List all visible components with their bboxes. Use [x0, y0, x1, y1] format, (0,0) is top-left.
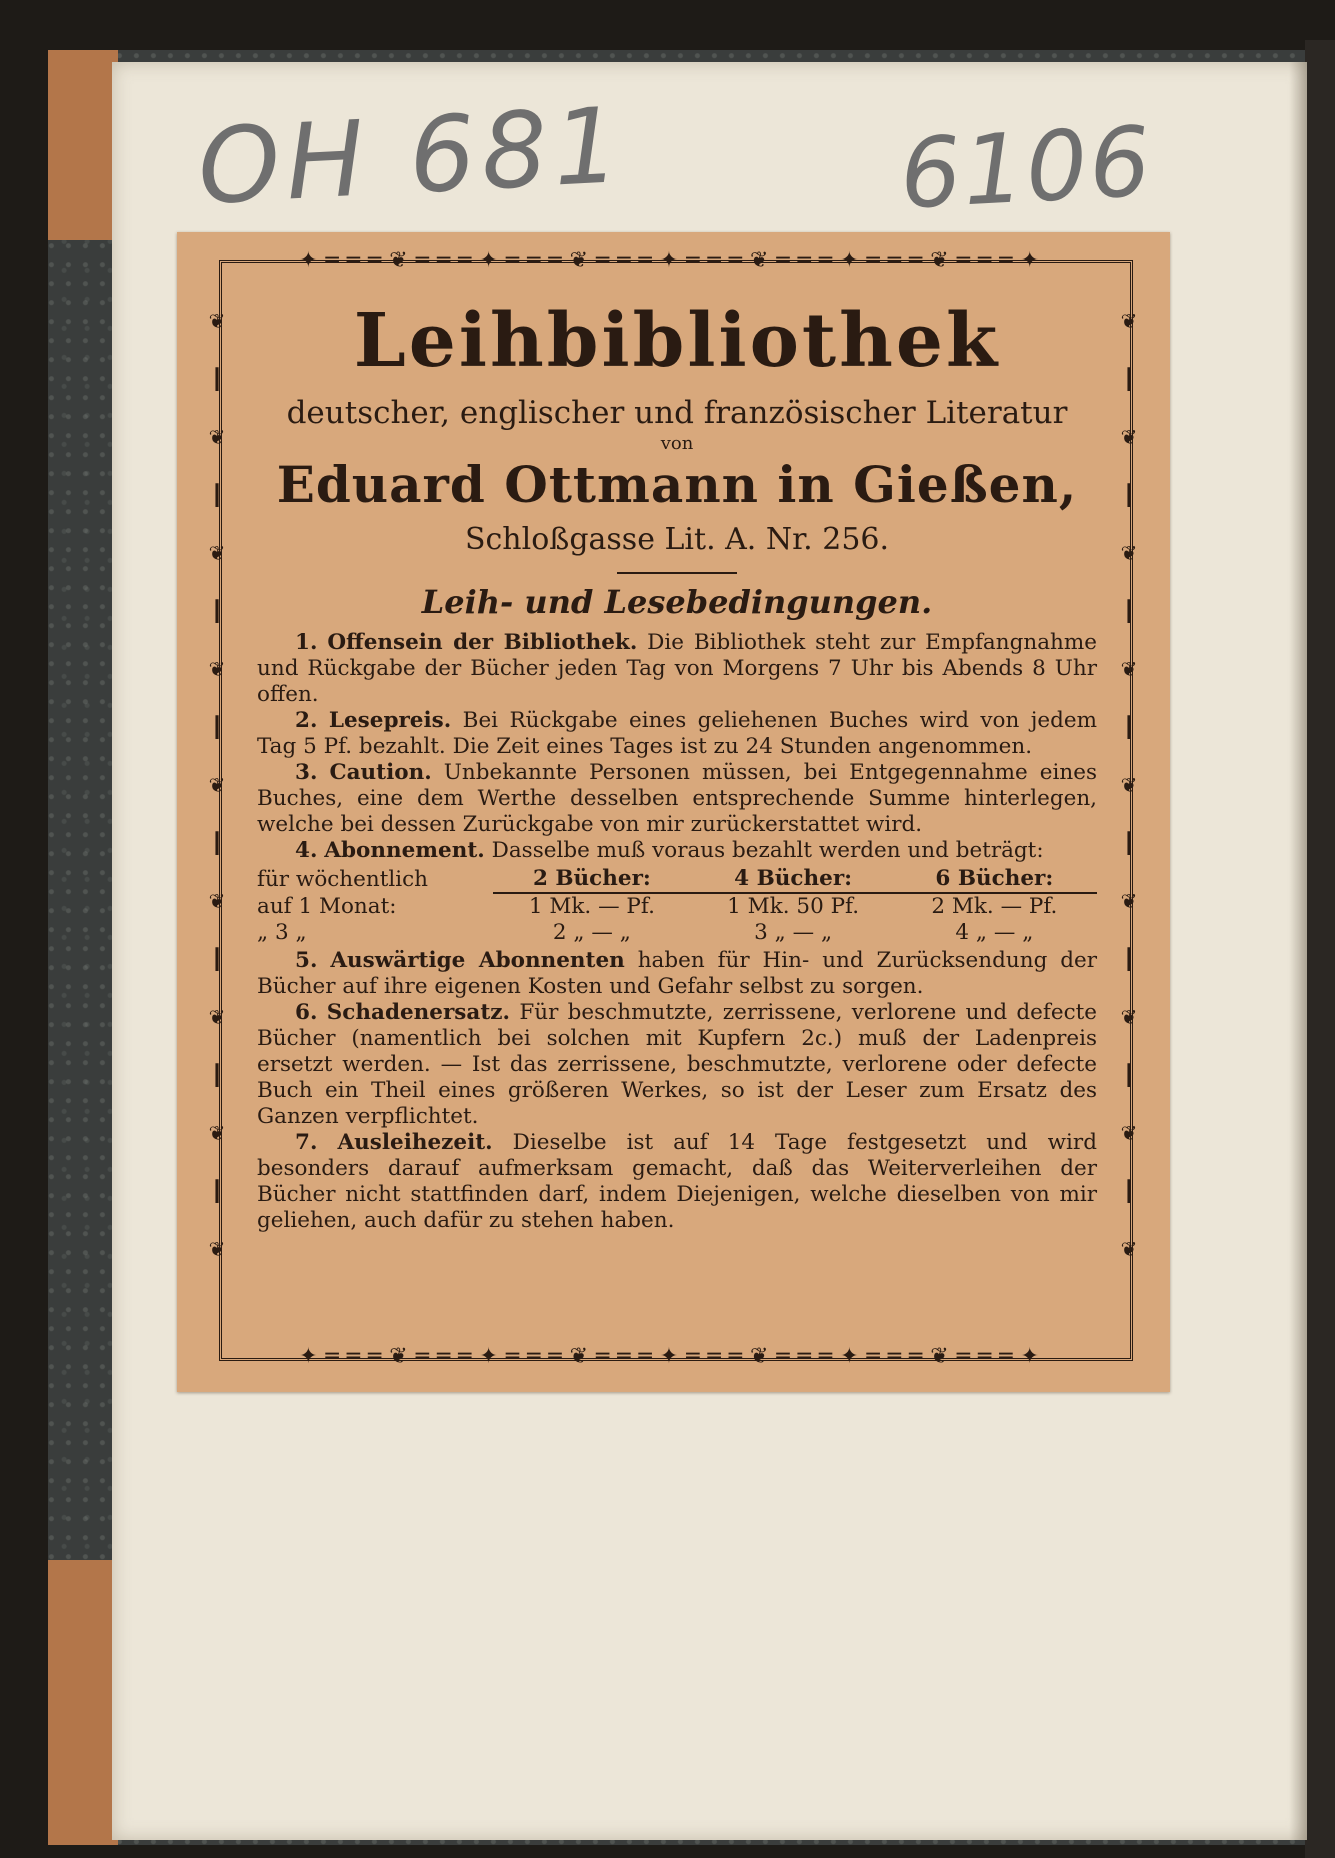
label-title: Leihbibliothek: [353, 298, 1001, 384]
conditions-heading: Leih- und Lesebedingungen.: [421, 583, 933, 621]
price-table-header: [257, 866, 1097, 893]
condition-heading: Lesepreis.: [328, 708, 452, 733]
price-cell: 1 Mk. 50 Pf.: [727, 894, 860, 919]
pencil-shelfmark-left: OH 681: [195, 83, 629, 229]
price-header-cell: für wöchentlich: [257, 867, 429, 892]
price-header-cell: 2 Bücher:: [493, 866, 694, 893]
condition-item: [257, 760, 1097, 838]
condition-number: 2.: [295, 708, 318, 733]
divider: [617, 572, 737, 574]
price-cell: „ 3 „: [257, 920, 307, 945]
condition-number: 1.: [295, 630, 318, 655]
condition-text: Unbekannte Personen müssen, bei Entgegennahme eines Buches, eine dem Werthe desselben entsprechende Summe hinterlegen, welche bei dessen Zurückgabe von mir zurückerstattet wird.: [257, 760, 1097, 837]
price-cell: 4 „ — „: [955, 920, 1034, 945]
condition-item: [257, 1000, 1097, 1130]
condition-item: [257, 708, 1097, 760]
condition-heading: Schadenersatz.: [326, 1000, 510, 1025]
price-cell: 2 „ — „: [552, 920, 631, 945]
condition-heading: Caution.: [329, 760, 432, 785]
top-ornament-border: ✦═══❦═══✦═══❦═══✦═══❦═══✦═══❦═══✦: [299, 248, 1047, 273]
condition-text: haben für Hin- und Zurücksendung der Bücher auf ihre eigenen Kosten und Gefahr selbst zu sorgen.: [257, 948, 1098, 999]
condition-text: Dasselbe muß voraus bezahlt werden und beträgt:: [491, 838, 1044, 863]
condition-text: Dieselbe ist auf 14 Tage festgesetzt und wird besonders darauf aufmerksam gemacht, daß das Weiterverleihen der Bücher nicht stattfinden darf, indem Diejenigen, welche dieselben von mir geliehen, auch dafür zu stehen haben.: [257, 1130, 1097, 1233]
pencil-shelfmark-right: 6106: [897, 105, 1156, 231]
library-label: [177, 232, 1170, 1392]
price-header-cell: 6 Bücher:: [896, 866, 1097, 893]
condition-text: Bei Rückgabe eines geliehenen Buches wird von jedem Tag 5 Pf. bezahlt. Die Zeit eines Tages ist zu 24 Stunden angenommen.: [257, 708, 1097, 759]
condition-heading: Abonnement.: [324, 838, 485, 863]
condition-heading: Auswärtige Abonnenten: [330, 948, 625, 973]
label-subtitle: deutscher, englischer und französischer Literatur: [286, 395, 1068, 431]
price-table-row: [257, 920, 1097, 946]
price-cell: 3 „ — „: [754, 920, 833, 945]
price-cell: auf 1 Monat:: [257, 894, 397, 919]
leather-corner-bottom: [48, 1560, 118, 1845]
condition-number: 5.: [295, 948, 318, 973]
condition-item: [257, 948, 1097, 1000]
leather-corner-top: [48, 50, 118, 240]
address: Schloßgasse Lit. A. Nr. 256.: [464, 522, 890, 557]
condition-number: 4.: [295, 838, 318, 863]
condition-heading: Offensein der Bibliothek.: [327, 630, 638, 655]
condition-text: Für beschmutzte, zerrissene, verlorene und defecte Bücher (namentlich bei solchen mit Kupfern 2c.) muß der Ladenpreis ersetzt werden. — Ist das zerrissene, beschmutzte, verlorene oder defecte Buch ein Theil eines größeren Werkes, so ist der Leser zum Ersatz des Ganzen verpflichtet.: [257, 1000, 1097, 1129]
condition-number: 7.: [295, 1130, 318, 1155]
price-cell: 1 Mk. — Pf.: [528, 894, 655, 919]
price-cell: 2 Mk. — Pf.: [931, 894, 1058, 919]
condition-number: 3.: [295, 760, 318, 785]
price-table-row: [257, 893, 1097, 920]
condition-item: [257, 1130, 1097, 1234]
right-ornament-border: ❦ ┃ ❦ ┃ ❦ ┃ ❦ ┃ ❦ ┃ ❦ ┃ ❦ ┃ ❦ ┃ ❦: [1120, 309, 1138, 1261]
conditions-list: [257, 630, 1097, 1234]
bottom-ornament-border: ✦═══❦═══✦═══❦═══✦═══❦═══✦═══❦═══✦: [299, 1344, 1047, 1369]
label-content: [257, 296, 1097, 1234]
left-ornament-border: ❦ ┃ ❦ ┃ ❦ ┃ ❦ ┃ ❦ ┃ ❦ ┃ ❦ ┃ ❦ ┃ ❦: [208, 309, 226, 1261]
condition-heading: Ausleihezeit.: [337, 1130, 493, 1155]
condition-item: [257, 630, 1097, 708]
proprietor-name: Eduard Ottmann in Gießen,: [276, 455, 1078, 514]
subscription-price-table: [257, 866, 1097, 946]
label-von: von: [660, 433, 694, 454]
condition-item: [257, 838, 1097, 864]
condition-number: 6.: [295, 1000, 318, 1025]
book-spine-edge: [1305, 40, 1335, 1858]
condition-text: Die Bibliothek steht zur Empfangnahme und Rückgabe der Bücher jeden Tag von Morgens 7 Uhr bis Abends 8 Uhr offen.: [257, 630, 1097, 707]
price-header-cell: 4 Bücher:: [695, 866, 896, 893]
